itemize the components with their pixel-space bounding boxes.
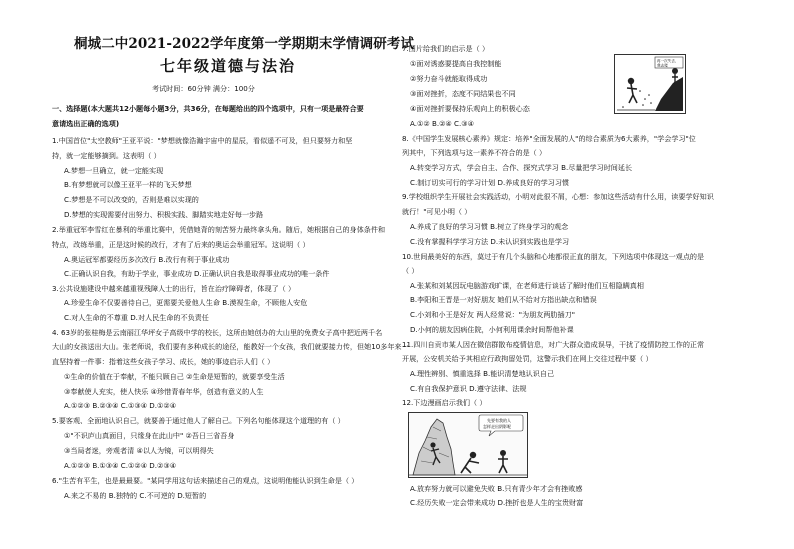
q4-stem-cont2: 直坚持着一件事：指着这些女孩子学习、成长，她的事迹启示人们（ ）: [52, 357, 275, 366]
q7-cartoon: [614, 54, 686, 114]
q10-option-d: D.小何的朋友因病住院，小何利用课余时间帮他补课: [410, 325, 574, 334]
q12-caption-1: 先要有我的人: [487, 418, 511, 423]
q9-stem: 9.学校组织学生开展社会实践活动，小明对此很不屑，心想：参加这些活动有什么用，读要学好知识: [402, 192, 714, 201]
q3-options-ab: A.珍爱生命不仅要善待自己，更需要关爱他人生命 B.漠视生命，不顾他人安危: [64, 298, 308, 307]
q12-cartoon: [408, 412, 528, 478]
q11-options-cd: C.有自我保护意识 D.遵守法律、法规: [410, 384, 527, 393]
q1-option-b: B.有梦想就可以像王亚平一样的飞天梦想: [64, 180, 192, 189]
q5-options: A.①②③ B.①③④ C.①②④ D.②③④: [64, 461, 177, 470]
q2-options-cd: C.正确认识自我，有助于学业，事业成功 D.正确认识自我是取得事业成功的唯一条件: [64, 269, 330, 278]
q9-options-cd: C.没有掌握科学学习方法 D.未认识到实践也是学习: [410, 237, 570, 246]
q1-option-c: C.梦想是不可以改变的，否则是难以实现的: [64, 195, 199, 204]
q7-item-1: ①面对诱惑要提高自我控制能: [410, 59, 502, 68]
q12-options-ab: A.放弃努力就可以避免失败 B.只有青少年才会有挫败感: [410, 484, 583, 493]
exam-meta: 考试时间：60分钟 满分：100分: [152, 84, 255, 93]
q9-stem-cont: 就行！"可见小明（ ）: [402, 207, 472, 216]
q11-stem-cont: 开展，公安机关给予其相应行政拘留处罚，这警示我们在网上交往过程中要（ ）: [402, 354, 653, 363]
q5-stem: 5.要客观、全面地认识自己，就要善于通过他人了解自己。下列名句能体现这个道理的有（ ）: [52, 416, 345, 425]
subject-title: 七年级道德与法治: [160, 57, 297, 75]
q7-item-2: ②努力奋斗就能取得成功: [410, 74, 488, 83]
q7-options: A.①② B.②④ C.③④: [410, 119, 474, 128]
q7-item-3: ③面对挫折，态度不同结果也不同: [410, 89, 516, 98]
q10-stem: 10.世间最美好的东西，莫过于有几个头脑和心地都很正直的朋友，下列选项中体现这一观点的是: [402, 252, 705, 261]
q2-options-ab: A.奥运冠军都要经历多次改行 B.改行有利于事业成功: [64, 255, 230, 264]
q6-stem: 6."生苦有平生，也是最最要。"某同学用这句话来描述自己的观点，这说明他能认识到生命是（ ）: [52, 476, 359, 485]
q1-option-a: A.梦想一旦确立，就一定能实现: [64, 166, 164, 175]
q5-items-12: ①"不识庐山真面目，只缘身在此山中" ②吾日三省吾身: [64, 431, 235, 440]
q8-stem: 8.《中国学生发展核心素养》规定：培养"全面发展的人"的综合素质为6大素养，"学会学习"位: [402, 134, 696, 143]
q2-stem-cont: 特点，改练举重，正是这时候的改行，才有了后来的奥运会举重冠军。这说明（ ）: [52, 240, 310, 249]
q2-stem: 2.举重冠军李雪红在暴利的举重比赛中，凭借她背的刻苦努力最终拿头角。随后，她根据自己的身体条件和: [52, 225, 386, 234]
q11-stem: 11.四川自贡市某人因在微信群散布疫情信息，对广大群众造成误导，干扰了疫情防控工作的正常: [402, 340, 705, 349]
q12-caption-2: 怎样走出阴影呢: [483, 424, 511, 429]
q6-options: A.来之不易的 B.独特的 C.不可逆的 D.短暂的: [64, 491, 207, 500]
q12-stem: 12.下边漫画启示我们（ ）: [402, 398, 487, 407]
q1-stem: 1.中国首位"太空教师"王亚平说："梦想就像浩瀚宇宙中的星辰，看似遥不可及，但只要努力和坚: [52, 136, 353, 145]
q4-items-34: ③奉献使人充实，使人快乐 ④珍惜青春年华，创造有意义的人生: [64, 387, 264, 396]
q10-option-b: B.李阳和王晋是一对好朋友 她们从不给对方指出缺点和错误: [410, 295, 597, 304]
q7-item-4: ④面对挫折要保持乐观向上的积极心态: [410, 104, 530, 113]
q1-option-d: D.梦想的实现需要付出努力、积极实践、脚踏实地走好每一步路: [64, 210, 264, 219]
q12-options-cd: C.经历失败一定会带来成功 D.挫折也是人生的宝贵财富: [410, 498, 584, 507]
q4-options: A.①②③ B.②③④ C.①③④ D.①②④: [64, 401, 177, 410]
q4-stem-cont: 大山的女孩送出大山。张老师说，我们要有多种成长的途径，能教好一个女孩，我们就要接力传，但她10多年来一: [52, 342, 409, 351]
q3-stem: 3.公共设施建设中越来越重视残障人士的出行，旨在治疗障碍者，体现了（ ）: [52, 284, 296, 293]
q4-items-12: ①生命的价值在于奉献，不能只顾自己 ②生命是短暂的，就要享受生活: [64, 372, 285, 381]
q10-option-c: C.小刘和小王是好友 两人经常说："为朋友两肋插刀": [410, 310, 575, 319]
q4-stem: 4. 63岁的张桂梅是云南丽江华坪女子高级中学的校长，这所由她创办的大山里的免费女子高中把近两千名: [52, 328, 383, 337]
exam-title: 桐城二中2021-2022学年度第一学期期末学情调研考试: [74, 36, 415, 52]
q9-options-ab: A.养成了良好的学习习惯 B.树立了终身学习的观念: [410, 222, 569, 231]
q7-stem: 7.图片给我们的启示是（ ）: [402, 44, 490, 53]
q8-options-ab: A.转变学习方式，学会自主、合作、探究式学习 B.尽量把学习时间延长: [410, 163, 633, 172]
section-heading-cont: 意请选出正确的选项): [52, 119, 120, 128]
q10-option-a: A.张某和刘某因玩电脑游戏旷课，在老师进行谈话了解时他们互相隐瞒真相: [410, 281, 644, 290]
q11-options-ab: A.理性辨别、慎重选择 B.能识清楚地认识自己: [410, 369, 555, 378]
q10-stem-cont: （ ）: [402, 266, 419, 275]
q5-items-34: ③当局者迷，旁观者清 ④以人为镜，可以明得失: [64, 446, 214, 455]
q3-options-cd: C.对人生命的不尊重 D.对人民生命的不负责任: [64, 313, 209, 322]
q1-stem-cont: 持，就一定能够摘到。这表明（ ）: [52, 151, 161, 160]
q7-caption-1: 再一次失去，: [657, 59, 679, 63]
q7-caption-2: 我去爬: [657, 63, 668, 68]
q8-stem-cont: 列其中，下列选项与这一素养不符合的是（ ）: [402, 148, 547, 157]
q8-options-cd: C.制订切实可行的学习计划 D.养成良好的学习习惯: [410, 178, 570, 187]
section-heading: 一、选择题(本大题共12小题每小题3分，共36分，在每题给出的四个选项中，只有一项是最符合要: [52, 104, 364, 113]
